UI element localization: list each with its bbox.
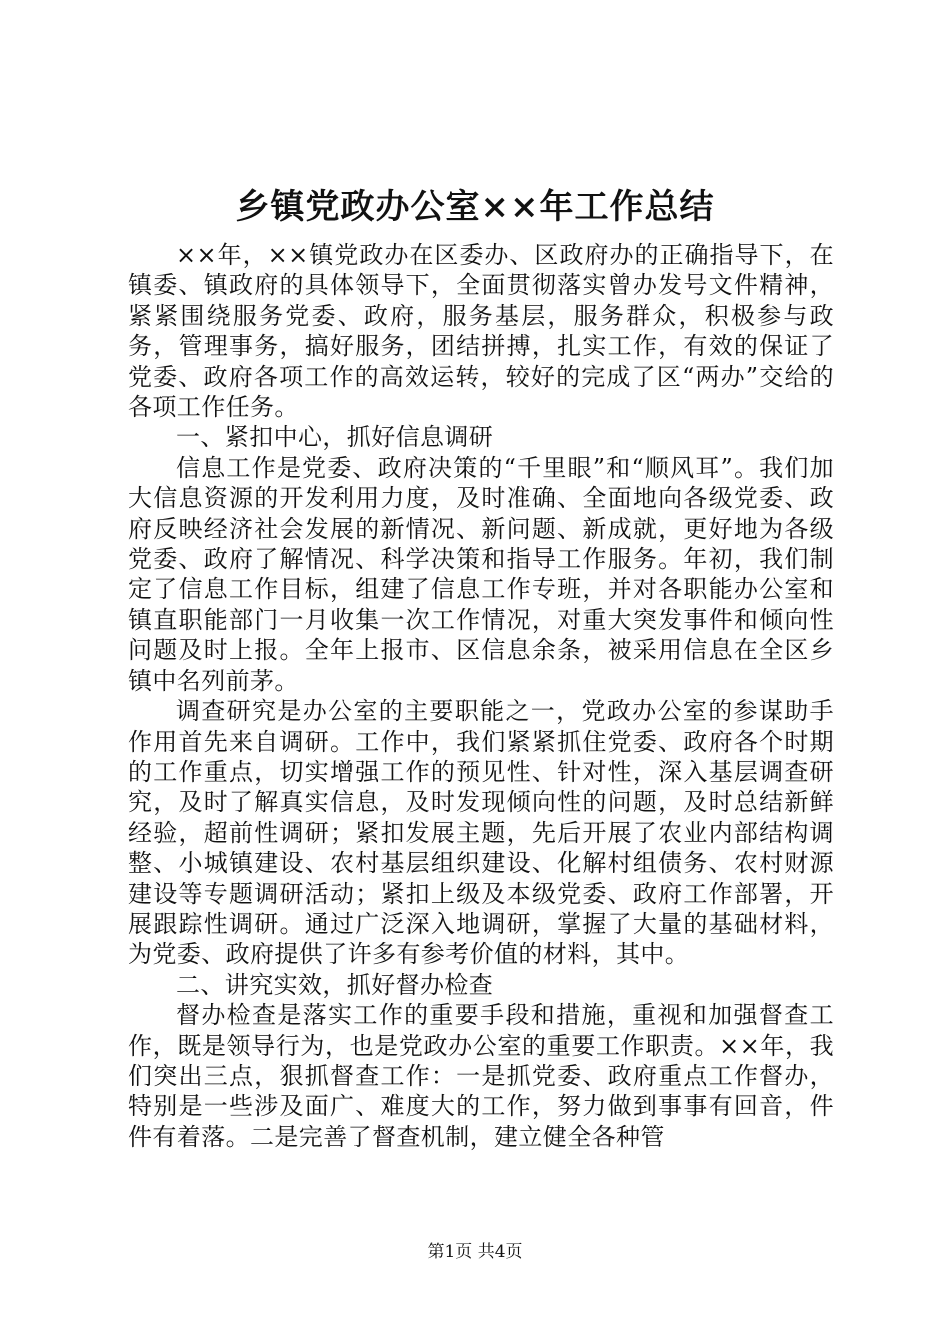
page-footer: [0, 1240, 950, 1264]
section-heading-2: 二、讲究实效，抓好督办检查: [176, 970, 494, 999]
paragraph-intro: ××年，××镇党政办在区委办、区政府办的正确指导下，在镇委、镇政府的具体领导下，全面贯彻落实曾办发号文件精神，紧紧围绕服务党委、政府，服务基层，服务群众，积极参与政务，管理事务，搞好服务，团结拼搏，扎实工作，有效的保证了党委、政府各项工作的高效运转，较好的完成了区“两办”交给的各项工作任务。: [128, 241, 834, 422]
page-number: 第1页: [427, 1242, 473, 1262]
paragraph-research-work: 调查研究是办公室的主要职能之一，党政办公室的参谋助手作用首先来自调研。工作中，我们紧紧抓住党委、政府各个时期的工作重点，切实增强工作的预见性、针对性，深入基层调查研究，及时了解真实信息，及时发现倾向性的问题，及时总结新鲜经验，超前性调研；紧扣发展主题，先后开展了农业内部结构调整、小城镇建设、农村基层组织建设、化解村组债务、农村财源建设等专题调研活动；紧扣上级及本级党委、政府工作部署，开展跟踪性调研。通过广泛深入地调研，掌握了大量的基础材料，为党委、政府提供了许多有参考价值的材料，其中。: [128, 697, 834, 969]
paragraph-information-work: 信息工作是党委、政府决策的“千里眼”和“顺风耳”。我们加大信息资源的开发利用力度，及时准确、全面地向各级党委、政府反映经济社会发展的新情况、新问题、新成就，更好地为各级党委、政府了解情况、科学决策和指导工作服务。年初，我们制定了信息工作目标，组建了信息工作专班，并对各职能办公室和镇直职能部门一月收集一次工作情况，对重大突发事件和倾向性问题及时上报。全年上报市、区信息余条，被采用信息在全区乡镇中名列前茅。: [128, 453, 834, 695]
document-body: [128, 240, 834, 1152]
section-heading-1: 一、紧扣中心，抓好信息调研: [176, 423, 494, 452]
document-title: 乡镇党政办公室××年工作总结: [235, 187, 715, 227]
page-total: 共4页: [477, 1242, 523, 1262]
paragraph-supervision-work: 督办检查是落实工作的重要手段和措施，重视和加强督查工作，既是领导行为，也是党政办公室的重要工作职责。××年，我们突出三点，狠抓督查工作：一是抓党委、政府重点工作督办，特别是一些涉及面广、难度大的工作，努力做到事事有回音，件件有着落。二是完善了督查机制，建立健全各种管: [128, 1001, 834, 1151]
